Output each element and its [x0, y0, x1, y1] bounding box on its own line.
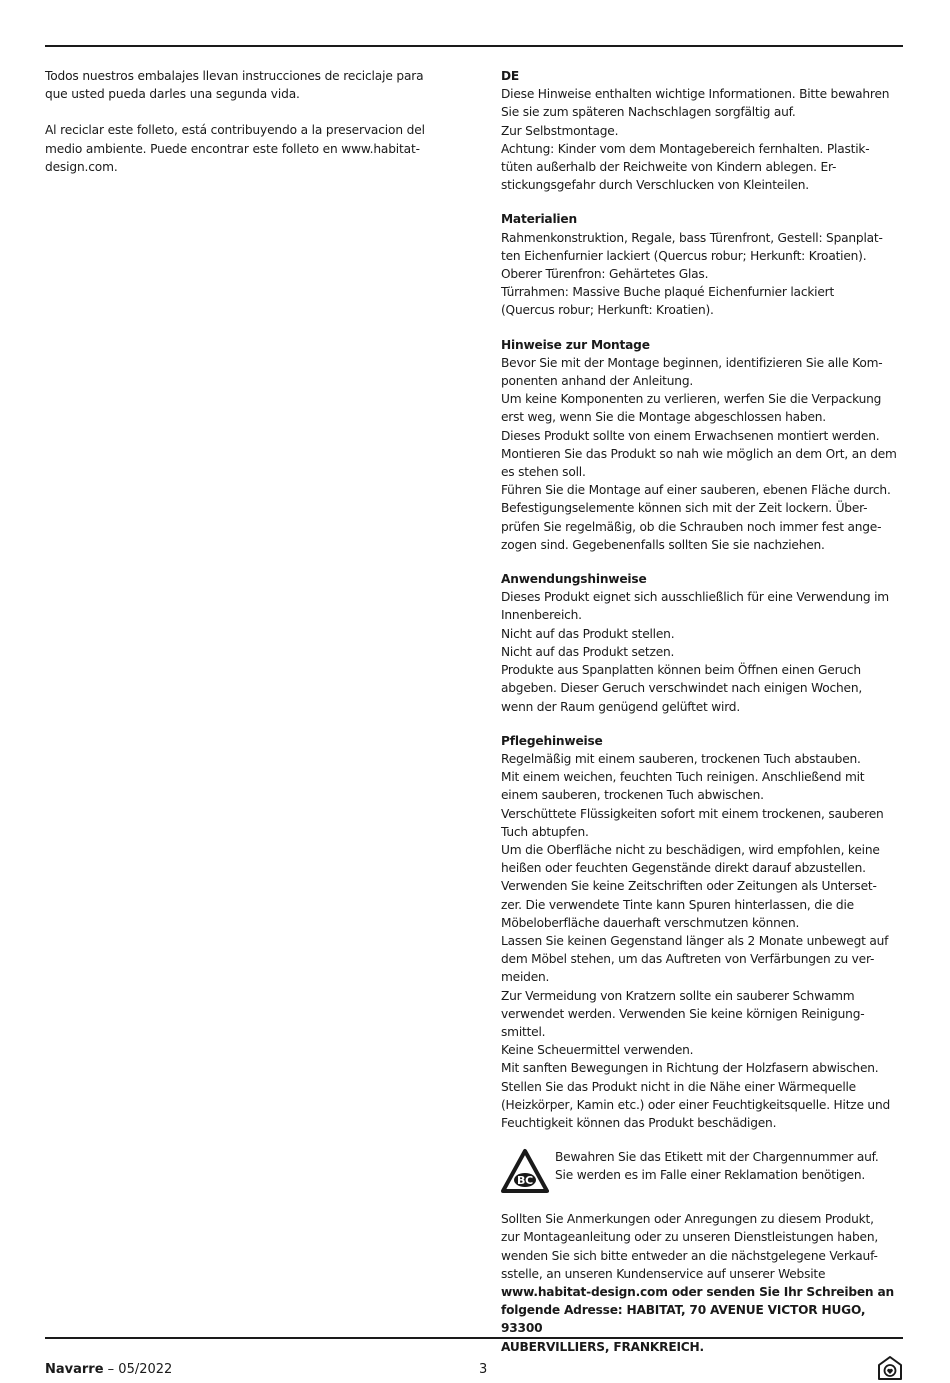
section-line: Regelmäßig mit einem sauberen, trockenen Tuch abstauben.: [501, 751, 861, 766]
section-heading: Materialien: [501, 212, 577, 227]
section-line: Montieren Sie das Produkt so nah wie möglich an dem Ort, an dem: [501, 446, 897, 461]
section-line: zogen sind. Gegebenenfalls sollten Sie sie nachziehen.: [501, 537, 825, 552]
section-line: wenn der Raum genügend gelüftet wird.: [501, 699, 741, 714]
batch-code-triangle-icon: [501, 1148, 549, 1194]
section-line: Nicht auf das Produkt setzen.: [501, 644, 675, 659]
section-line: stickungsgefahr durch Verschlucken von Kleinteilen.: [501, 178, 809, 193]
section-line: Nicht auf das Produkt stellen.: [501, 626, 675, 641]
brochure-note: Al reciclar este folleto, está contribuyendo a la preservacion del medio ambiente. Puede encontrar este folleto en www.habitat-design.com.: [45, 123, 425, 174]
section-materialien: [501, 210, 903, 319]
section-line: smittel.: [501, 1024, 546, 1039]
section-line: Lassen Sie keinen Gegenstand länger als 2 Monate unbewegt auf: [501, 933, 889, 948]
section-line: Dieses Produkt eignet sich ausschließlich für eine Verwendung im: [501, 590, 889, 605]
section-line: Bevor Sie mit der Montage beginnen, identifizieren Sie alle Kom-: [501, 355, 883, 370]
recycling-note: Todos nuestros embalajes llevan instrucciones de reciclaje para que usted pueda darles una segunda vida.: [45, 69, 424, 102]
section-line: Dieses Produkt sollte von einem Erwachsenen montiert werden.: [501, 428, 880, 443]
section-anwendung: [501, 570, 903, 716]
section-line: erst weg, wenn Sie die Montage abgeschlossen haben.: [501, 410, 826, 425]
section-line: Um die Oberfläche nicht zu beschädigen, wird empfohlen, keine: [501, 842, 880, 857]
section-line: meiden.: [501, 970, 550, 985]
section-line: (Heizkörper, Kamin etc.) oder einer Feuchtigkeitsquelle. Hitze und: [501, 1097, 891, 1112]
section-line: Verschüttete Flüssigkeiten sofort mit einem trockenen, sauberen: [501, 806, 884, 821]
section-line: einem sauberen, trockenen Tuch abwischen.: [501, 788, 764, 803]
section-line: Zur Selbstmontage.: [501, 123, 619, 138]
section-line: Mit sanften Bewegungen in Richtung der Holzfasern abwischen.: [501, 1061, 879, 1076]
contact-address-line: www.habitat-design.com oder senden Sie Ihr Schreiben an: [501, 1284, 894, 1299]
section-heading: Anwendungshinweise: [501, 572, 647, 587]
section-line: dem Möbel stehen, um das Auftreten von Verfärbungen zu ver-: [501, 952, 875, 967]
section-heading: DE: [501, 69, 520, 83]
habitat-house-heart-icon: [877, 1355, 903, 1381]
section-line: Rahmenkonstruktion, Regale, bass Türenfront, Gestell: Spanplat-: [501, 230, 883, 245]
section-line: (Quercus robur; Herkunft: Kroatien).: [501, 303, 714, 318]
section-line: Verwenden Sie keine Zeitschriften oder Zeitungen als Unterset-: [501, 879, 877, 894]
contact-line: sstelle, an unseren Kundenservice auf unserer Website: [501, 1266, 826, 1281]
right-column: [501, 67, 903, 1356]
batch-code-text: [555, 1148, 879, 1184]
left-column: [45, 67, 445, 194]
footer-date: – 05/2022: [103, 1362, 173, 1377]
section-line: tüten außerhalb der Reichweite von Kindern ablegen. Er-: [501, 160, 837, 175]
section-line: Produkte aus Spanplatten können beim Öffnen einen Geruch: [501, 663, 861, 678]
footer-title: [45, 1362, 172, 1377]
batch-code-line: Sie werden es im Falle einer Reklamation benötigen.: [555, 1168, 866, 1183]
page-number: 3: [479, 1362, 488, 1377]
section-de: [501, 67, 903, 194]
batch-code-notice: [501, 1148, 903, 1194]
section-line: Zur Vermeidung von Kratzern sollte ein sauberer Schwamm: [501, 988, 855, 1003]
contact-address-line: folgende Adresse: HABITAT, 70 AVENUE VICTOR HUGO, 93300: [501, 1303, 866, 1336]
section-montage: [501, 336, 903, 554]
section-line: Mit einem weichen, feuchten Tuch reinigen. Anschließend mit: [501, 770, 865, 785]
section-line: heißen oder feuchten Gegenstände direkt darauf abzustellen.: [501, 861, 866, 876]
section-line: zer. Die verwendete Tinte kann Spuren hinterlassen, die die: [501, 897, 854, 912]
section-line: Oberer Türenfron: Gehärtetes Glas.: [501, 267, 709, 282]
batch-code-line: Bewahren Sie das Etikett mit der Chargennummer auf.: [555, 1150, 879, 1165]
contact-line: Sollten Sie Anmerkungen oder Anregungen zu diesem Produkt,: [501, 1212, 874, 1227]
section-heading: Hinweise zur Montage: [501, 337, 650, 352]
section-line: Feuchtigkeit können das Produkt beschädigen.: [501, 1115, 777, 1130]
section-line: Keine Scheuermittel verwenden.: [501, 1043, 694, 1058]
section-line: ponenten anhand der Anleitung.: [501, 374, 694, 389]
section-line: Sie sie zum späteren Nachschlagen sorgfältig auf.: [501, 105, 796, 120]
section-line: Türrahmen: Massive Buche plaqué Eichenfurnier lackiert: [501, 285, 835, 300]
section-line: Diese Hinweise enthalten wichtige Informationen. Bitte bewahren: [501, 87, 890, 102]
section-line: Tuch abtupfen.: [501, 824, 589, 839]
section-line: verwendet werden. Verwenden Sie keine körnigen Reinigung-: [501, 1006, 865, 1021]
section-line: Um keine Komponenten zu verlieren, werfen Sie die Verpackung: [501, 392, 882, 407]
bc-icon-text: BC: [516, 1174, 534, 1188]
section-line: Stellen Sie das Produkt nicht in die Nähe einer Wärmequelle: [501, 1079, 856, 1094]
contact-address-line: AUBERVILLIERS, FRANKREICH.: [501, 1339, 704, 1354]
section-line: es stehen soll.: [501, 465, 586, 480]
bottom-rule: [45, 1337, 903, 1339]
section-line: Möbeloberfläche dauerhaft verschmutzen können.: [501, 915, 800, 930]
contact-block: [501, 1210, 903, 1356]
contact-line: wenden Sie sich bitte entweder an die nächstgelegene Verkauf-: [501, 1248, 878, 1263]
product-name: Navarre: [45, 1362, 104, 1377]
section-line: prüfen Sie regelmäßig, ob die Schrauben noch immer fest ange-: [501, 519, 882, 534]
section-line: abgeben. Dieser Geruch verschwindet nach einigen Wochen,: [501, 681, 863, 696]
top-rule: [45, 45, 903, 47]
contact-line: zur Montageanleitung oder zu unseren Dienstleistungen haben,: [501, 1230, 879, 1245]
section-line: Führen Sie die Montage auf einer sauberen, ebenen Fläche durch.: [501, 483, 891, 498]
section-line: Innenbereich.: [501, 608, 582, 623]
section-pflege: [501, 732, 903, 1132]
section-heading: Pflegehinweise: [501, 733, 603, 748]
section-line: Befestigungselemente können sich mit der Zeit lockern. Über-: [501, 501, 868, 516]
section-line: ten Eichenfurnier lackiert (Quercus robur; Herkunft: Kroatien).: [501, 248, 867, 263]
section-line: Achtung: Kinder vom dem Montagebereich fernhalten. Plastik-: [501, 141, 870, 156]
